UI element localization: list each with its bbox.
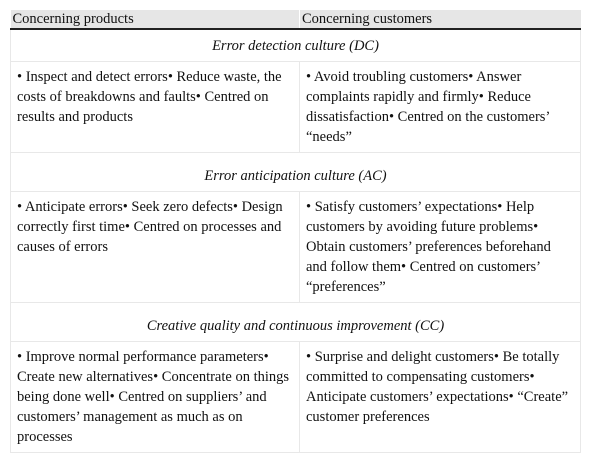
dc-customers-cell: • Avoid troubling customers• Answer complaints rapidly and firmly• Reduce dissatisfaction• Centred on the customers’ “needs” bbox=[300, 62, 581, 153]
section-title-ac: Error anticipation culture (AC) bbox=[11, 160, 581, 192]
section-title-cc: Creative quality and continuous improvement (CC) bbox=[11, 310, 581, 342]
quality-culture-table-container bbox=[10, 10, 580, 453]
section-spacer bbox=[11, 153, 581, 161]
table-header bbox=[11, 10, 581, 29]
section-title-row bbox=[11, 160, 581, 192]
header-row bbox=[11, 10, 581, 29]
ac-products-cell: • Anticipate errors• Seek zero defects• Design correctly first time• Centred on processes and causes of errors bbox=[11, 192, 300, 303]
section-content-row bbox=[11, 342, 581, 453]
header-concerning-customers: Concerning customers bbox=[300, 10, 581, 29]
quality-culture-table bbox=[10, 10, 581, 453]
section-content-row bbox=[11, 62, 581, 153]
section-title-row bbox=[11, 29, 581, 62]
table-body bbox=[11, 29, 581, 453]
dc-products-cell: • Inspect and detect errors• Reduce waste, the costs of breakdowns and faults• Centred on results and products bbox=[11, 62, 300, 153]
header-concerning-products: Concerning products bbox=[11, 10, 300, 29]
cc-products-cell: • Improve normal performance parameters• Create new alternatives• Concentrate on things being done well• Centred on suppliers’ and customers’ management as much as on processes bbox=[11, 342, 300, 453]
ac-customers-cell: • Satisfy customers’ expectations• Help customers by avoiding future problems• Obtain customers’ preferences beforehand and follow them• Centred on customers’ “preferences” bbox=[300, 192, 581, 303]
section-content-row bbox=[11, 192, 581, 303]
section-spacer bbox=[11, 303, 581, 311]
spacer-cell bbox=[11, 153, 581, 161]
section-title-dc: Error detection culture (DC) bbox=[11, 29, 581, 62]
section-title-row bbox=[11, 310, 581, 342]
cc-customers-cell: • Surprise and delight customers• Be totally committed to compensating customers• Anticipate customers’ expectations• “Create” customer preferences bbox=[300, 342, 581, 453]
spacer-cell bbox=[11, 303, 581, 311]
